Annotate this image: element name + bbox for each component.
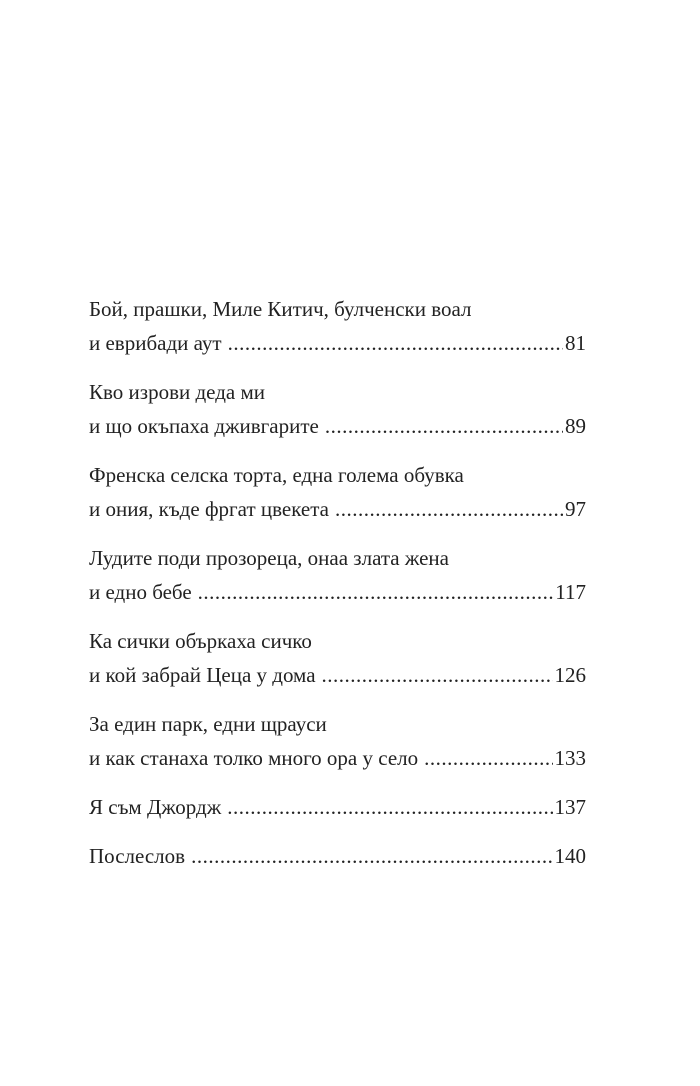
toc-entry-last-line: [89, 326, 586, 360]
toc-entry-last-line: [89, 575, 586, 609]
toc-entry-title-line: За един парк, едни щрауси: [89, 712, 327, 736]
table-of-contents: [89, 292, 586, 888]
toc-entry[interactable]: [89, 458, 586, 526]
dot-leader: [335, 492, 563, 526]
toc-entry[interactable]: [89, 624, 586, 692]
toc-entry[interactable]: [89, 707, 586, 775]
toc-entry[interactable]: [89, 292, 586, 360]
toc-entry-last-line: [89, 492, 586, 526]
toc-entry-title-line: Френска селска торта, една голема обувка: [89, 463, 464, 487]
page-number: 117: [555, 580, 586, 604]
dot-leader: [198, 575, 554, 609]
toc-entry-title-end: и кой забрай Цеца у дома: [89, 663, 316, 687]
dot-leader: [228, 326, 563, 360]
toc-entry-title-line: Ка сички объркаха сичко: [89, 629, 312, 653]
toc-entry[interactable]: [89, 790, 586, 824]
toc-entry[interactable]: [89, 541, 586, 609]
toc-entry-title-end: и едно бебе: [89, 580, 192, 604]
toc-entry-title-line: Бой, прашки, Миле Китич, булченски воал: [89, 297, 472, 321]
toc-entry-title-end: Послеслов: [89, 844, 186, 868]
page-number: 140: [554, 844, 586, 868]
toc-entry-last-line: [89, 790, 586, 824]
toc-entry-title-line: Кво изрови деда ми: [89, 380, 265, 404]
toc-entry-title-end: и как станаха толко много ора у село: [89, 746, 419, 770]
toc-entry-title-end: и що окъпаха дживгарите: [89, 414, 319, 438]
dot-leader: [325, 409, 563, 443]
toc-entry-title-end: и ония, къде фргат цвекета: [89, 497, 329, 521]
dot-leader: [227, 790, 552, 824]
page-number: 126: [554, 663, 586, 687]
toc-entry-title-end: и еврибади аут: [89, 331, 222, 355]
dot-leader: [322, 658, 553, 692]
toc-entry-last-line: [89, 839, 586, 873]
toc-entry[interactable]: [89, 375, 586, 443]
dot-leader: [424, 741, 552, 775]
toc-entry-title-end: Я съм Джордж: [89, 795, 222, 819]
dot-leader: [191, 839, 552, 873]
page-number: 89: [565, 414, 586, 438]
toc-entry-last-line: [89, 741, 586, 775]
toc-entry-title-line: Лудите поди прозореца, онаа злата жена: [89, 546, 449, 570]
page-number: 81: [565, 331, 586, 355]
toc-entry[interactable]: [89, 839, 586, 873]
page-number: 133: [554, 746, 586, 770]
toc-entry-last-line: [89, 658, 586, 692]
page-number: 97: [565, 497, 586, 521]
toc-entry-last-line: [89, 409, 586, 443]
page-number: 137: [554, 795, 586, 819]
